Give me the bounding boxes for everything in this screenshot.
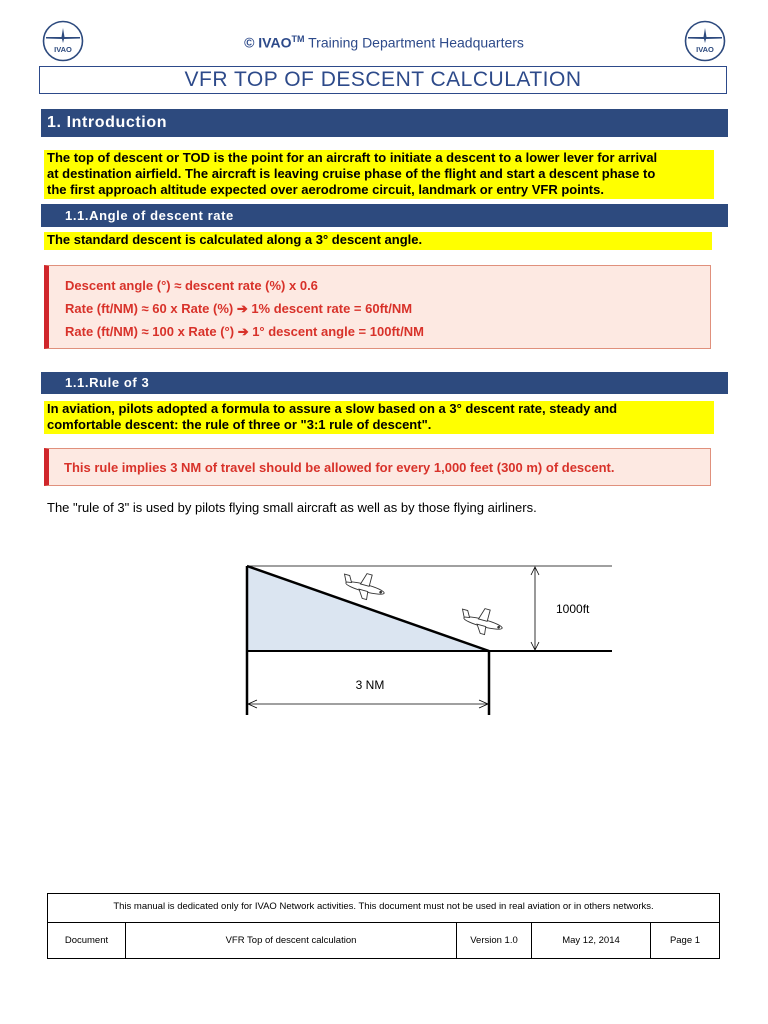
formula-line: Rate (ft/NM) ≈ 60 x Rate (%) ➔ 1% descent rate = 60ft/NM bbox=[65, 301, 413, 316]
intro-line: The top of descent or TOD is the point for an aircraft to initiate a descent to a lower lever for arrival bbox=[47, 150, 658, 165]
airplane-icon bbox=[340, 568, 388, 604]
rule-line: comfortable descent: the rule of three or "3:1 rule of descent". bbox=[47, 417, 432, 432]
intro-line: at destination airfield. The aircraft is leaving cruise phase of the flight and start a descent phase to bbox=[47, 166, 656, 181]
page-footer bbox=[47, 893, 720, 959]
angle-highlight: The standard descent is calculated along a 3° descent angle. bbox=[44, 232, 712, 250]
rule-highlight bbox=[44, 401, 714, 434]
rule-line: In aviation, pilots adopted a formula to assure a slow based on a 3° descent rate, steady and bbox=[47, 401, 618, 416]
header-subtitle: Training Department Headquarters bbox=[308, 34, 524, 51]
distance-label: 3 NM bbox=[355, 678, 385, 692]
rule-callout: This rule implies 3 NM of travel should be allowed for every 1,000 feet (300 m) of descent. bbox=[44, 448, 711, 486]
document-title: VFR TOP OF DESCENT CALCULATION bbox=[39, 66, 727, 94]
height-label: 1000ft bbox=[556, 602, 590, 616]
footer-document-label: Document bbox=[48, 923, 126, 959]
footer-document-title: VFR Top of descent calculation bbox=[126, 923, 457, 959]
logo-text: IVAO bbox=[54, 45, 72, 54]
formula-callout bbox=[44, 265, 711, 349]
section-heading-angle: 1.1.Angle of descent rate bbox=[41, 204, 728, 227]
intro-line: the first approach altitude expected over aerodrome circuit, landmark or entry VFR points. bbox=[47, 182, 604, 197]
formula-line: Descent angle (°) ≈ descent rate (%) x 0.6 bbox=[65, 278, 318, 293]
section-heading-introduction: 1. Introduction bbox=[41, 109, 728, 137]
page-header bbox=[0, 34, 768, 51]
footer-info-row bbox=[48, 923, 719, 959]
copyright-symbol: © bbox=[244, 34, 255, 51]
footer-version: Version 1.0 bbox=[457, 923, 532, 959]
footer-note: This manual is dedicated only for IVAO Network activities. This document must not be used in real aviation or in others networks. bbox=[48, 894, 719, 923]
section-heading-rule-of-3: 1.1.Rule of 3 bbox=[41, 372, 728, 394]
footer-date: May 12, 2014 bbox=[532, 923, 651, 959]
rule-body-text: The "rule of 3" is used by pilots flying small aircraft as well as by those flying airliners. bbox=[47, 500, 537, 515]
trademark: TM bbox=[291, 34, 305, 44]
intro-highlight bbox=[44, 150, 714, 199]
logo-text: IVAO bbox=[696, 45, 714, 54]
formula-line: Rate (ft/NM) ≈ 100 x Rate (°) ➔ 1° descent angle = 100ft/NM bbox=[65, 324, 424, 339]
descent-diagram bbox=[235, 553, 625, 723]
brand-name: IVAO bbox=[258, 34, 292, 51]
footer-page: Page 1 bbox=[669, 935, 701, 946]
airplane-icon bbox=[458, 603, 506, 639]
